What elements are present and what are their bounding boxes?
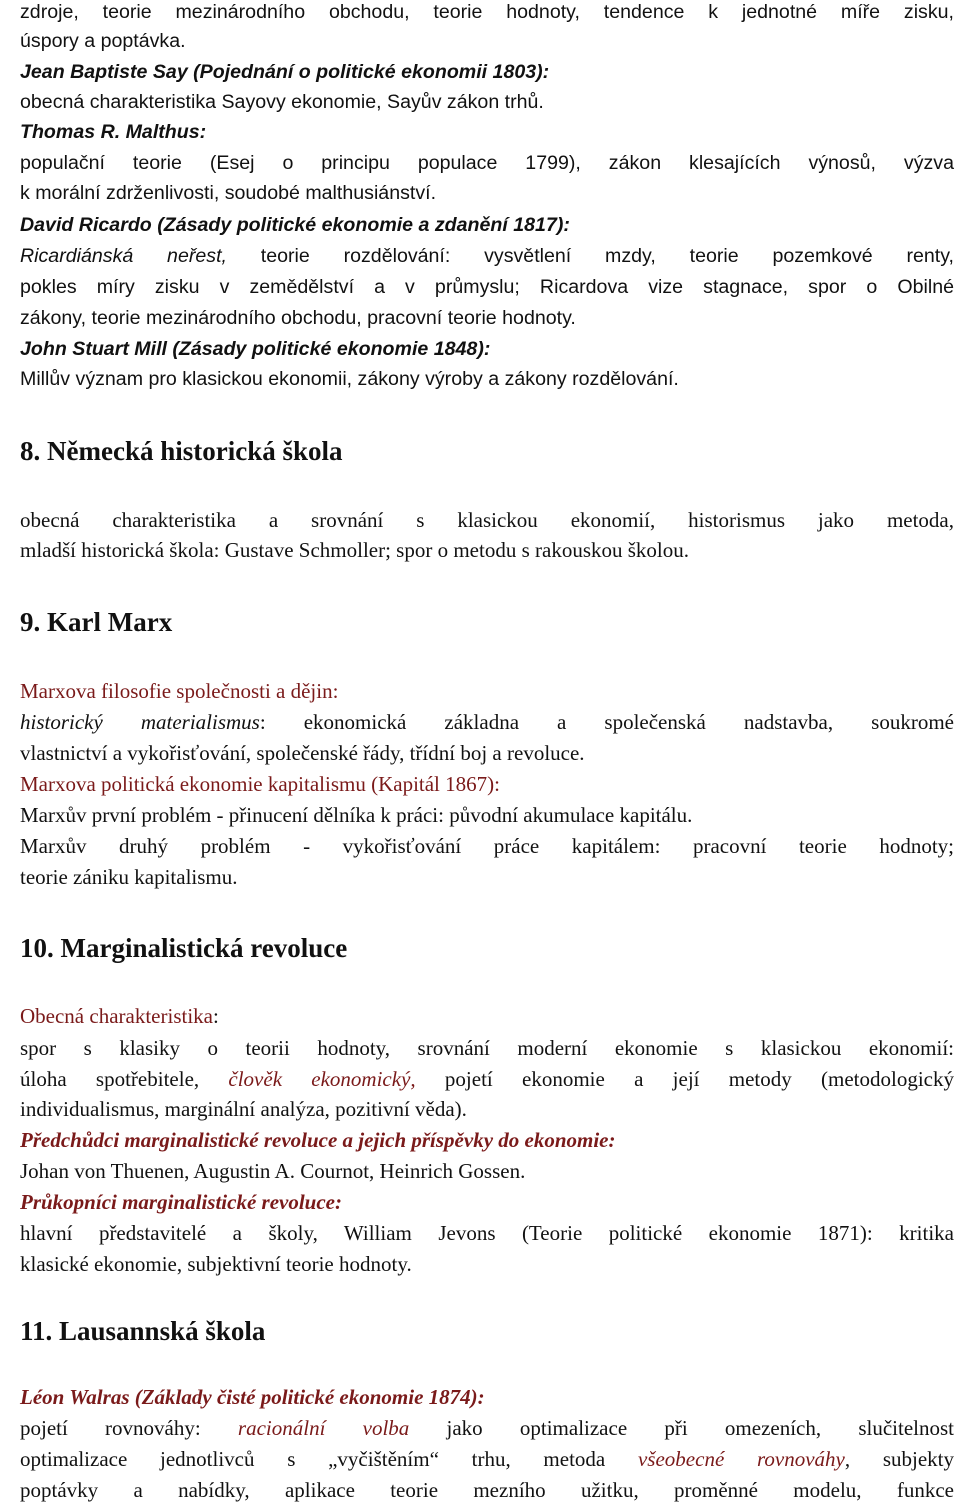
subheading-marx-philosophy: Marxova filosofie společnosti a dějin:: [20, 679, 339, 703]
text-run: optimalizace jednotlivců s „vyčištěním“ trhu, metoda: [20, 1447, 638, 1471]
paragraph-line: mladší historická škola: Gustave Schmoller; spor o metodu s rakouskou školou.: [20, 538, 690, 562]
paragraph-line: obecná charakteristika a srovnání s klasickou ekonomií, historismus jako metoda,: [20, 508, 954, 532]
paragraph-line: Johan von Thuenen, Augustin A. Cournot, Heinrich Gossen.: [20, 1159, 526, 1183]
paragraph-line: individualismus, marginální analýza, pozitivní věda).: [20, 1097, 467, 1121]
section-heading-8: 8. Německá historická škola: [20, 436, 343, 466]
paragraph-line: [20, 1447, 954, 1471]
subheading-label: Obecná charakteristika: [20, 1004, 213, 1028]
paragraph-line: zákony, teorie mezinárodního obchodu, pracovní teorie hodnoty.: [20, 307, 576, 329]
paragraph-line: [20, 710, 954, 734]
paragraph-line: Millův význam pro klasickou ekonomii, zákony výroby a zákony rozdělování.: [20, 368, 679, 390]
paragraph-line: poptávky a nabídky, aplikace teorie mezního užitku, proměnné modelu, funkce: [20, 1478, 954, 1502]
paragraph-line: [20, 1067, 954, 1091]
paragraph-line: vlastnictví a vykořisťování, společenské řády, třídní boj a revoluce.: [20, 741, 585, 765]
italic-term: všeobecné rovnováhy: [637, 1447, 845, 1471]
paragraph-line: teorie zániku kapitalismu.: [20, 865, 238, 889]
text-run: , subjekty: [844, 1447, 954, 1471]
text-run: pojetí rovnováhy:: [20, 1416, 238, 1440]
subheading-predecessors: Předchůdci marginalistické revoluce a jejich příspěvky do ekonomie:: [20, 1128, 616, 1152]
text-run: pojetí ekonomie a její metody (metodologický: [415, 1067, 954, 1091]
paragraph-line: [20, 244, 954, 268]
paragraph-line: úspory a poptávka.: [20, 30, 186, 52]
paragraph-line: Marxův druhý problém - vykořisťování práce kapitálem: pracovní teorie hodnoty;: [20, 834, 954, 858]
paragraph-line: populační teorie (Esej o principu populace 1799), zákon klesajících výnosů, výzva: [20, 152, 954, 174]
paragraph-line: spor s klasiky o teorii hodnoty, srovnání moderní ekonomie s klasickou ekonomií:: [20, 1036, 954, 1060]
section-heading-10: 10. Marginalistická revoluce: [20, 933, 348, 963]
italic-term: historický materialismus: [20, 710, 260, 734]
italic-term: Ricardiánská neřest,: [20, 245, 227, 267]
subheading-mill: John Stuart Mill (Zásady politické ekonomie 1848):: [20, 338, 491, 360]
text-run: teorie rozdělování: vysvětlení mzdy, teorie pozemkové renty,: [226, 245, 954, 267]
paragraph-line: k morální zdrženlivosti, soudobé malthusiánství.: [20, 182, 437, 204]
subheading-ricardo: David Ricardo (Zásady politické ekonomie a zdanění 1817):: [20, 214, 570, 236]
paragraph-line: zdroje, teorie mezinárodního obchodu, teorie hodnoty, tendence k jednotné míře zisku,: [20, 1, 954, 23]
subheading-general: [20, 1004, 219, 1028]
paragraph-line: [20, 1416, 954, 1440]
subheading-say: Jean Baptiste Say (Pojednání o politické ekonomii 1803):: [20, 61, 550, 83]
subheading-malthus: Thomas R. Malthus:: [20, 121, 207, 143]
text-run: : ekonomická základna a společenská nadstavba, soukromé: [259, 710, 954, 734]
subheading-marx-economy: Marxova politická ekonomie kapitalismu (Kapitál 1867):: [20, 772, 500, 796]
text-run: :: [212, 1004, 219, 1028]
section-heading-11: 11. Lausannská škola: [20, 1316, 266, 1346]
paragraph-line: pokles míry zisku v zemědělství a v průmyslu; Ricardova vize stagnace, spor o Obilné: [20, 276, 954, 298]
paragraph-line: Marxův první problém - přinucení dělníka k práci: původní akumulace kapitálu.: [20, 803, 693, 827]
subheading-pioneers: Průkopníci marginalistické revoluce:: [20, 1190, 342, 1214]
text-run: jako optimalizace při omezeních, slučitelnost: [409, 1416, 954, 1440]
text-run: úloha spotřebitele,: [20, 1067, 229, 1091]
section-heading-9: 9. Karl Marx: [20, 607, 173, 637]
paragraph-line: obecná charakteristika Sayovy ekonomie, Sayův zákon trhů.: [20, 91, 544, 113]
paragraph-line: klasické ekonomie, subjektivní teorie hodnoty.: [20, 1252, 412, 1276]
italic-term: racionální volba: [237, 1416, 410, 1440]
subheading-walras: Léon Walras (Základy čisté politické ekonomie 1874):: [20, 1385, 485, 1409]
italic-term: člověk ekonomický,: [228, 1067, 416, 1091]
paragraph-line: hlavní představitelé a školy, William Jevons (Teorie politické ekonomie 1871): kritika: [20, 1221, 954, 1245]
